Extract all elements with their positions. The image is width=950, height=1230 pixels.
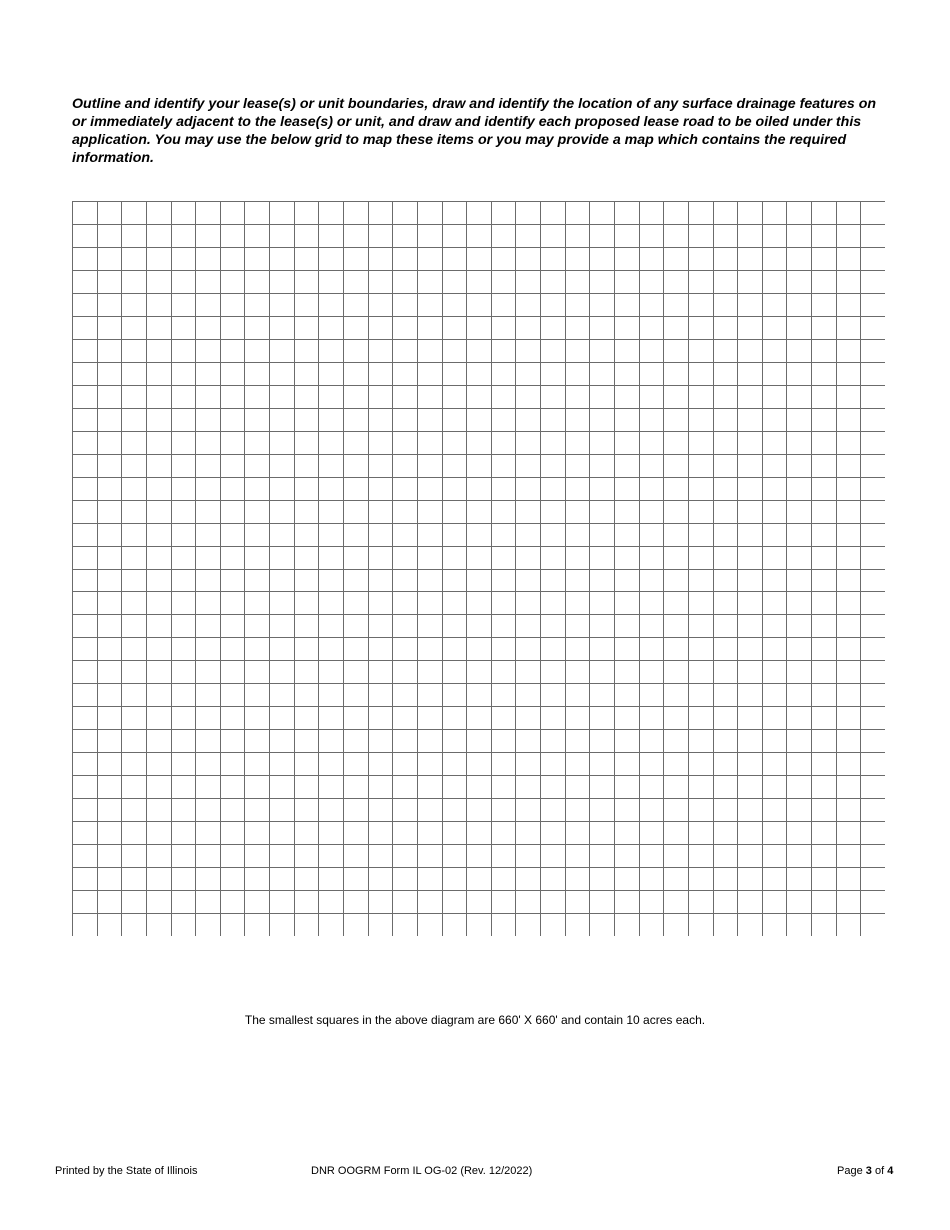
page-prefix: Page	[837, 1165, 863, 1177]
grid-canvas[interactable]	[72, 201, 885, 936]
page-total: 4	[887, 1165, 894, 1177]
footer-form-id: DNR OOGRM Form IL OG-02 (Rev. 12/2022)	[311, 1165, 533, 1177]
grid-caption: The smallest squares in the above diagram are 660' X 660' and contain 10 acres each.	[244, 1013, 706, 1027]
mapping-grid[interactable]	[72, 201, 885, 936]
footer-printed-by: Printed by the State of Illinois	[55, 1165, 198, 1177]
page-of: of	[874, 1165, 885, 1177]
page-current: 3	[865, 1165, 872, 1177]
footer-page-number	[837, 1165, 893, 1177]
instructions-text: Outline and identify your lease(s) or unit boundaries, draw and identify the location of any surface drainage features on or immediately adjacent to the lease(s) or unit, and draw and identify each proposed lease road to be oiled under this application. You may use the below grid to map these items or you may provide a map which contains the required information.	[72, 96, 877, 166]
